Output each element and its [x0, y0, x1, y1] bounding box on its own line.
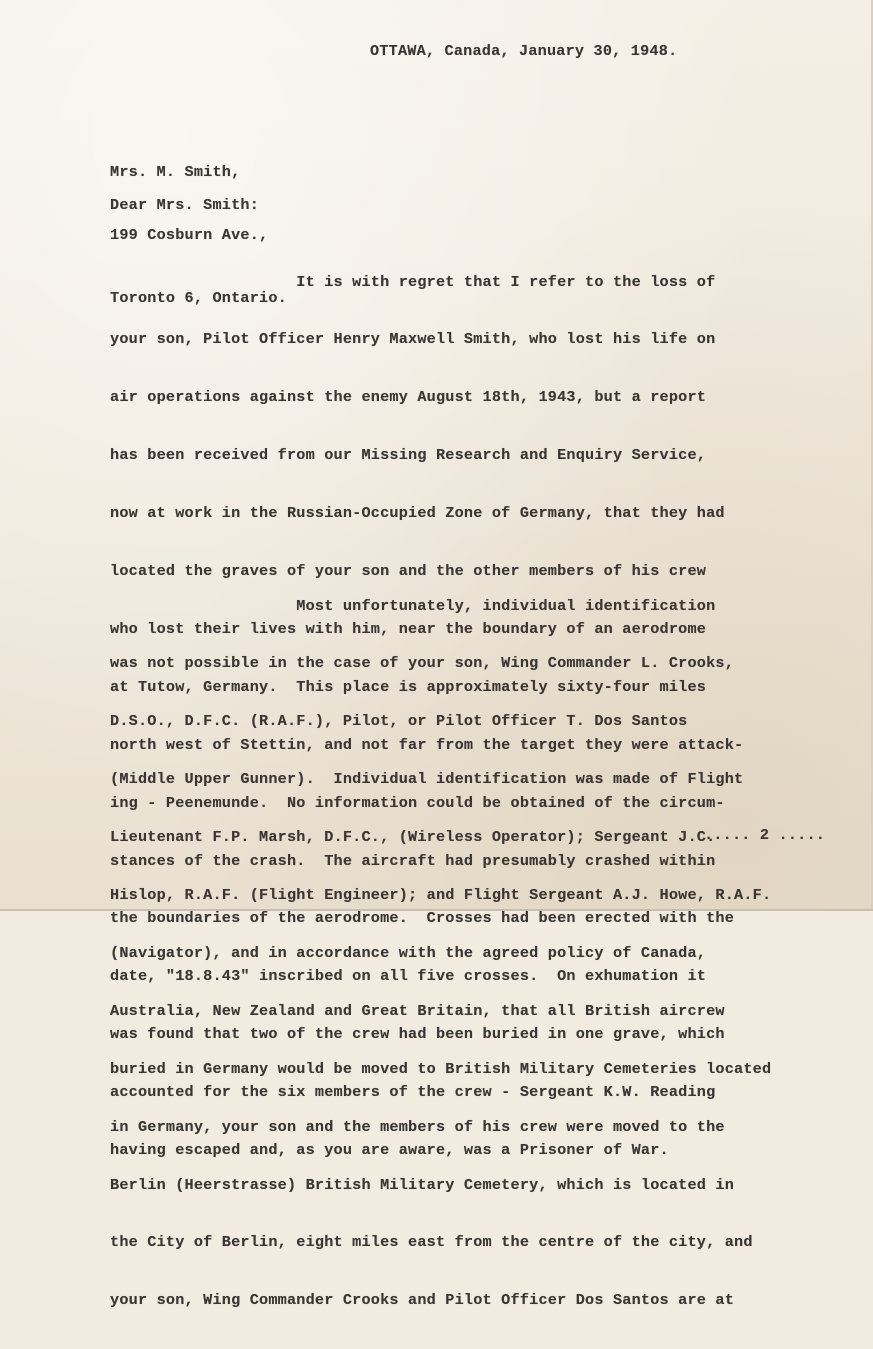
recipient-name: Mrs. M. Smith, [110, 163, 241, 181]
text-line: ing - Peenemunde. No information could be obtained of the circum- [110, 793, 725, 812]
recipient-street: 199 Cosburn Ave., [110, 226, 269, 244]
text-line: (Middle Upper Gunner). Individual identification was made of Flight [110, 770, 744, 789]
text-line: located the graves of your son and the other members of his crew [110, 562, 707, 581]
text-line: has been received from our Missing Research and Enquiry Service, [110, 446, 707, 465]
text-line: Lieutenant F.P. Marsh, D.F.C., (Wireless Operator); Sergeant J.C. [110, 828, 716, 847]
text-line: Hislop, R.A.F. (Flight Engineer); and Flight Sergeant A.J. Howe, R.A.F. [110, 886, 772, 905]
text-line: in Germany, your son and the members of his crew were moved to the [110, 1117, 725, 1136]
text-line: your son, Wing Commander Crooks and Pilot Officer Dos Santos are at [110, 1291, 735, 1310]
text-line: at Tutow, Germany. This place is approximately sixty-four miles [110, 677, 707, 696]
text-line: having escaped and, as you are aware, was a Prisoner of War. [110, 1140, 669, 1159]
text-line: who lost their lives with him, near the boundary of an aerodrome [110, 619, 707, 638]
text-line: now at work in the Russian-Occupied Zone of Germany, that they had [110, 504, 725, 523]
text-line: the boundaries of the aerodrome. Crosses had been erected with the [110, 909, 735, 928]
text-line: buried in Germany would be moved to British Military Cemeteries located [110, 1059, 772, 1078]
paragraph-2 [110, 558, 771, 1349]
text-line: was found that two of the crew had been buried in one grave, which [110, 1025, 725, 1044]
text-line: was not possible in the case of your son, Wing Commander L. Crooks, [110, 654, 735, 673]
text-line: the City of Berlin, eight miles east from the centre of the city, and [110, 1233, 753, 1252]
text-line: Most unfortunately, individual identification [110, 596, 716, 615]
text-line: It is with regret that I refer to the loss of [110, 272, 716, 291]
text-line: D.S.O., D.F.C. (R.A.F.), Pilot, or Pilot Officer T. Dos Santos [110, 712, 688, 731]
text-line: north west of Stettin, and not far from the target they were attack- [110, 735, 744, 754]
text-line: Australia, New Zealand and Great Britain, that all British aircrew [110, 1001, 725, 1020]
text-line: accounted for the six members of the crew - Sergeant K.W. Reading [110, 1083, 716, 1102]
text-line: (Navigator), and in accordance with the agreed policy of Canada, [110, 943, 707, 962]
text-line: stances of the crash. The aircraft had presumably crashed within [110, 851, 716, 870]
recipient-city: Toronto 6, Ontario. [110, 289, 287, 307]
page-number-marker: ..... 2 ..... [704, 826, 826, 844]
text-line: Berlin (Heerstrasse) British Military Cemetery, which is located in [110, 1175, 735, 1194]
salutation: Dear Mrs. Smith: [110, 196, 260, 214]
text-line: date, "18.8.43" inscribed on all five crosses. On exhumation it [110, 967, 707, 986]
text-line: air operations against the enemy August 18th, 1943, but a report [110, 388, 707, 407]
text-line: your son, Pilot Officer Henry Maxwell Smith, who lost his life on [110, 330, 716, 349]
letter-dateline: OTTAWA, Canada, January 30, 1948. [370, 42, 678, 60]
